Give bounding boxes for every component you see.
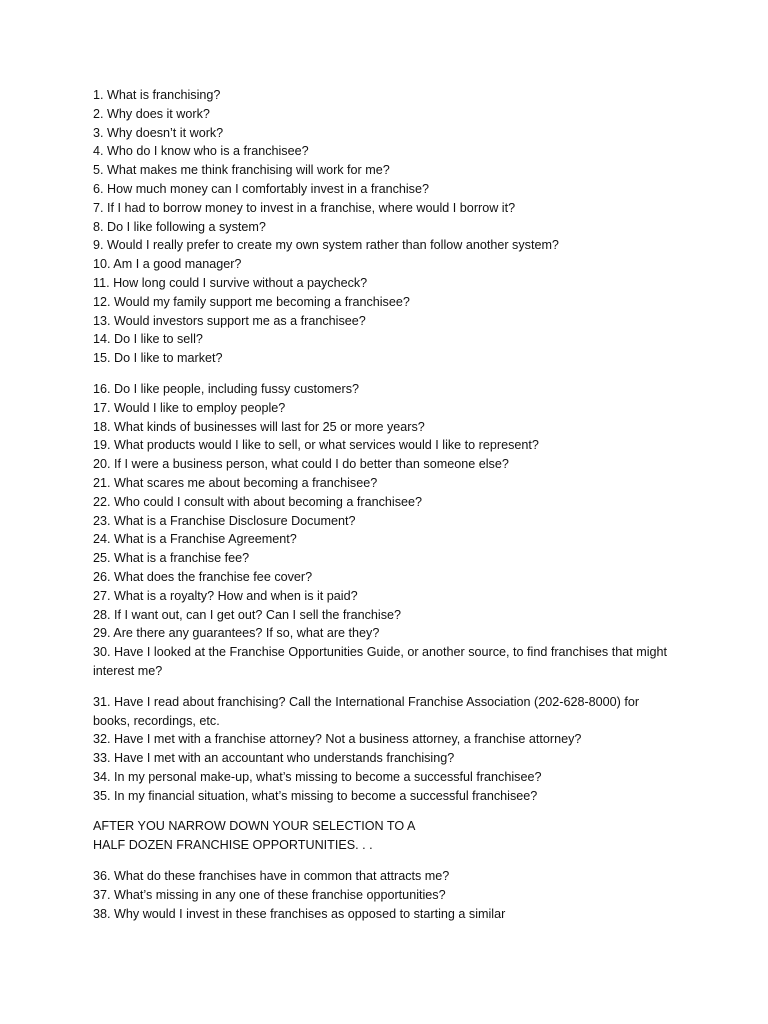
question-4: 4. Who do I know who is a franchisee? (93, 144, 309, 159)
question-group-3 (93, 693, 673, 806)
question-9: 9. Would I really prefer to create my own system rather than follow another system? (93, 238, 559, 253)
question-12: 12. Would my family support me becoming a franchisee? (93, 294, 410, 309)
question-27: 27. What is a royalty? How and when is it paid? (93, 588, 358, 603)
question-11: 11. How long could I survive without a paycheck? (93, 275, 368, 290)
question-33: 33. Have I met with an accountant who understands franchising? (93, 751, 455, 766)
question-26: 26. What does the franchise fee cover? (93, 569, 313, 584)
question-2: 2. Why does it work? (93, 106, 210, 121)
section-heading-line-2: HALF DOZEN FRANCHISE OPPORTUNITIES. . . (93, 838, 373, 853)
question-31: 31. Have I read about franchising? Call the International Franchise Association (202-628-8000) for books, recordings, etc. (93, 694, 640, 728)
question-5: 5. What makes me think franchising will work for me? (93, 163, 390, 178)
section-heading (93, 817, 673, 855)
question-29: 29. Are there any guarantees? If so, what are they? (93, 626, 380, 641)
question-3: 3. Why doesn’t it work? (93, 125, 224, 140)
question-22: 22. Who could I consult with about becoming a franchisee? (93, 494, 423, 509)
question-23: 23. What is a Franchise Disclosure Document? (93, 513, 356, 528)
question-30: 30. Have I looked at the Franchise Opportunities Guide, or another source, to find franchises that might interest me? (93, 645, 668, 678)
question-25: 25. What is a franchise fee? (93, 551, 250, 566)
question-17: 17. Would I like to employ people? (93, 400, 286, 415)
question-8: 8. Do I like following a system? (93, 219, 266, 234)
question-15: 15. Do I like to market? (93, 351, 223, 366)
question-38: 38. Why would I invest in these franchises as opposed to starting a similar (93, 906, 506, 921)
question-16: 16. Do I like people, including fussy customers? (93, 381, 360, 396)
question-10: 10. Am I a good manager? (93, 257, 242, 272)
question-1: 1. What is franchising? (93, 88, 221, 102)
question-group-4 (93, 867, 673, 923)
question-18: 18. What kinds of businesses will last for 25 or more years? (93, 419, 425, 434)
question-list (93, 86, 673, 935)
question-32: 32. Have I met with a franchise attorney? Not a business attorney, a franchise attorney? (93, 732, 582, 747)
question-34: 34. In my personal make-up, what’s missing to become a successful franchisee? (93, 769, 542, 784)
question-20: 20. If I were a business person, what could I do better than someone else? (93, 457, 509, 472)
question-group-1 (93, 86, 673, 368)
section-heading-line-1: AFTER YOU NARROW DOWN YOUR SELECTION TO A (93, 819, 416, 834)
question-24: 24. What is a Franchise Agreement? (93, 532, 297, 547)
question-13: 13. Would investors support me as a franchisee? (93, 313, 366, 328)
question-37: 37. What’s missing in any one of these franchise opportunities? (93, 887, 446, 902)
question-group-2 (93, 380, 673, 681)
question-6: 6. How much money can I comfortably invest in a franchise? (93, 181, 429, 196)
question-21: 21. What scares me about becoming a franchisee? (93, 475, 378, 490)
question-36: 36. What do these franchises have in common that attracts me? (93, 869, 450, 884)
question-35: 35. In my financial situation, what’s missing to become a successful franchisee? (93, 788, 538, 803)
question-7: 7. If I had to borrow money to invest in a franchise, where would I borrow it? (93, 200, 516, 215)
question-19: 19. What products would I like to sell, or what services would I like to represent? (93, 438, 539, 453)
question-28: 28. If I want out, can I get out? Can I sell the franchise? (93, 607, 402, 622)
question-14: 14. Do I like to sell? (93, 332, 203, 347)
